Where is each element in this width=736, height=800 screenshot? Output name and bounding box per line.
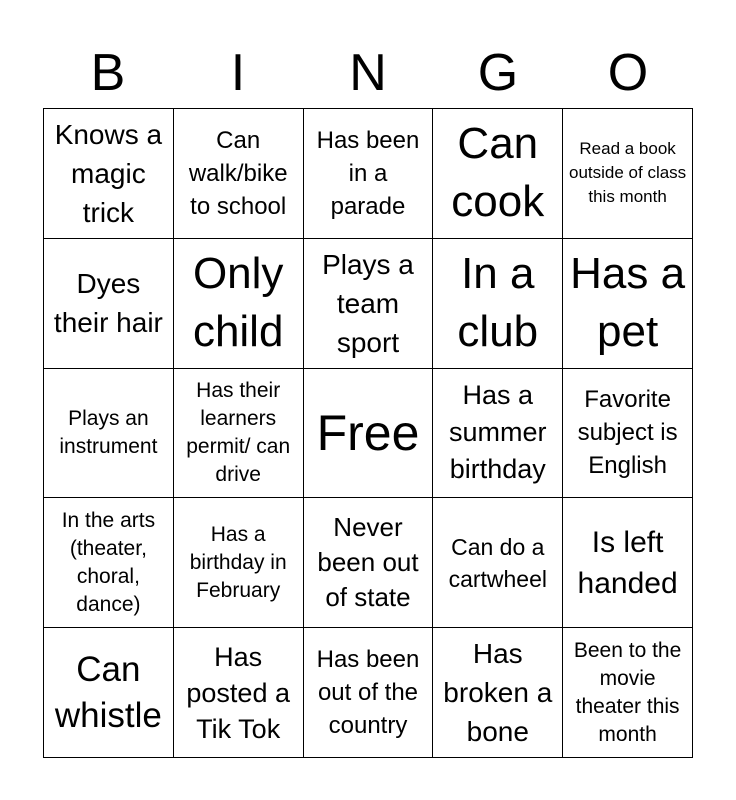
header-letter-g: G (477, 44, 519, 102)
bingo-cell[interactable] (44, 239, 174, 369)
bingo-cell[interactable] (563, 109, 693, 239)
header-letter-i: I (230, 44, 246, 102)
bingo-cell[interactable] (433, 239, 563, 369)
cell-label: Can cook (451, 119, 545, 227)
cell-label: Been to the movie theater this month (573, 638, 682, 746)
bingo-cell[interactable] (433, 109, 563, 239)
cell-label: Dyes their hair (53, 268, 163, 339)
bingo-cell[interactable] (563, 369, 693, 499)
cell-label: Has posted a Tik Tok (186, 641, 290, 744)
bingo-cell[interactable] (563, 239, 693, 369)
bingo-cell[interactable] (304, 628, 434, 758)
cell-label: Plays an instrument (59, 406, 158, 458)
cell-label: Can whistle (54, 649, 162, 735)
bingo-cell[interactable] (44, 109, 174, 239)
bingo-cell[interactable] (174, 109, 304, 239)
cell-label: Can walk/bike to school (188, 126, 288, 220)
cell-label: Has broken a bone (443, 638, 553, 748)
cell-label: In a club (457, 249, 539, 357)
cell-label: Read a book outside of class this month (569, 139, 687, 207)
cell-label: Free (316, 404, 420, 461)
cell-label: Can do a cartwheel (448, 533, 547, 592)
bingo-cell[interactable] (304, 239, 434, 369)
cell-label: Has been in a parade (316, 126, 420, 220)
bingo-cell[interactable] (174, 239, 304, 369)
cell-label: Favorite subject is English (577, 386, 678, 480)
bingo-cell[interactable] (433, 628, 563, 758)
bingo-cell[interactable] (563, 628, 693, 758)
header-letter-b: B (90, 44, 126, 102)
cell-label: Has been out of the country (316, 646, 420, 740)
bingo-cell[interactable] (174, 369, 304, 499)
cell-label: Has their learners permit/ can drive (186, 378, 291, 486)
header-letter-n: N (349, 44, 387, 102)
cell-label: Only child (192, 249, 284, 357)
header-letter-o: O (607, 44, 649, 102)
bingo-cell[interactable] (304, 109, 434, 239)
bingo-header (43, 38, 693, 108)
bingo-cell[interactable] (563, 498, 693, 628)
cell-label: Plays a team sport (322, 248, 414, 358)
cell-label: Never been out of state (317, 512, 419, 613)
bingo-cell[interactable] (44, 628, 174, 758)
cell-label: Is left handed (577, 525, 678, 600)
bingo-cell[interactable] (304, 498, 434, 628)
bingo-cell[interactable] (433, 369, 563, 499)
cell-label: Has a summer birthday (449, 380, 547, 485)
bingo-cell[interactable] (44, 498, 174, 628)
bingo-board (43, 108, 693, 758)
cell-label: In the arts (theater, choral, dance) (61, 508, 156, 616)
bingo-cell[interactable] (174, 498, 304, 628)
bingo-cell[interactable] (433, 498, 563, 628)
bingo-cell[interactable] (44, 369, 174, 499)
cell-label: Has a pet (570, 249, 686, 357)
cell-label: Knows a magic trick (54, 118, 163, 228)
bingo-cell[interactable] (304, 369, 434, 499)
bingo-cell[interactable] (174, 628, 304, 758)
cell-label: Has a birthday in February (189, 522, 287, 602)
